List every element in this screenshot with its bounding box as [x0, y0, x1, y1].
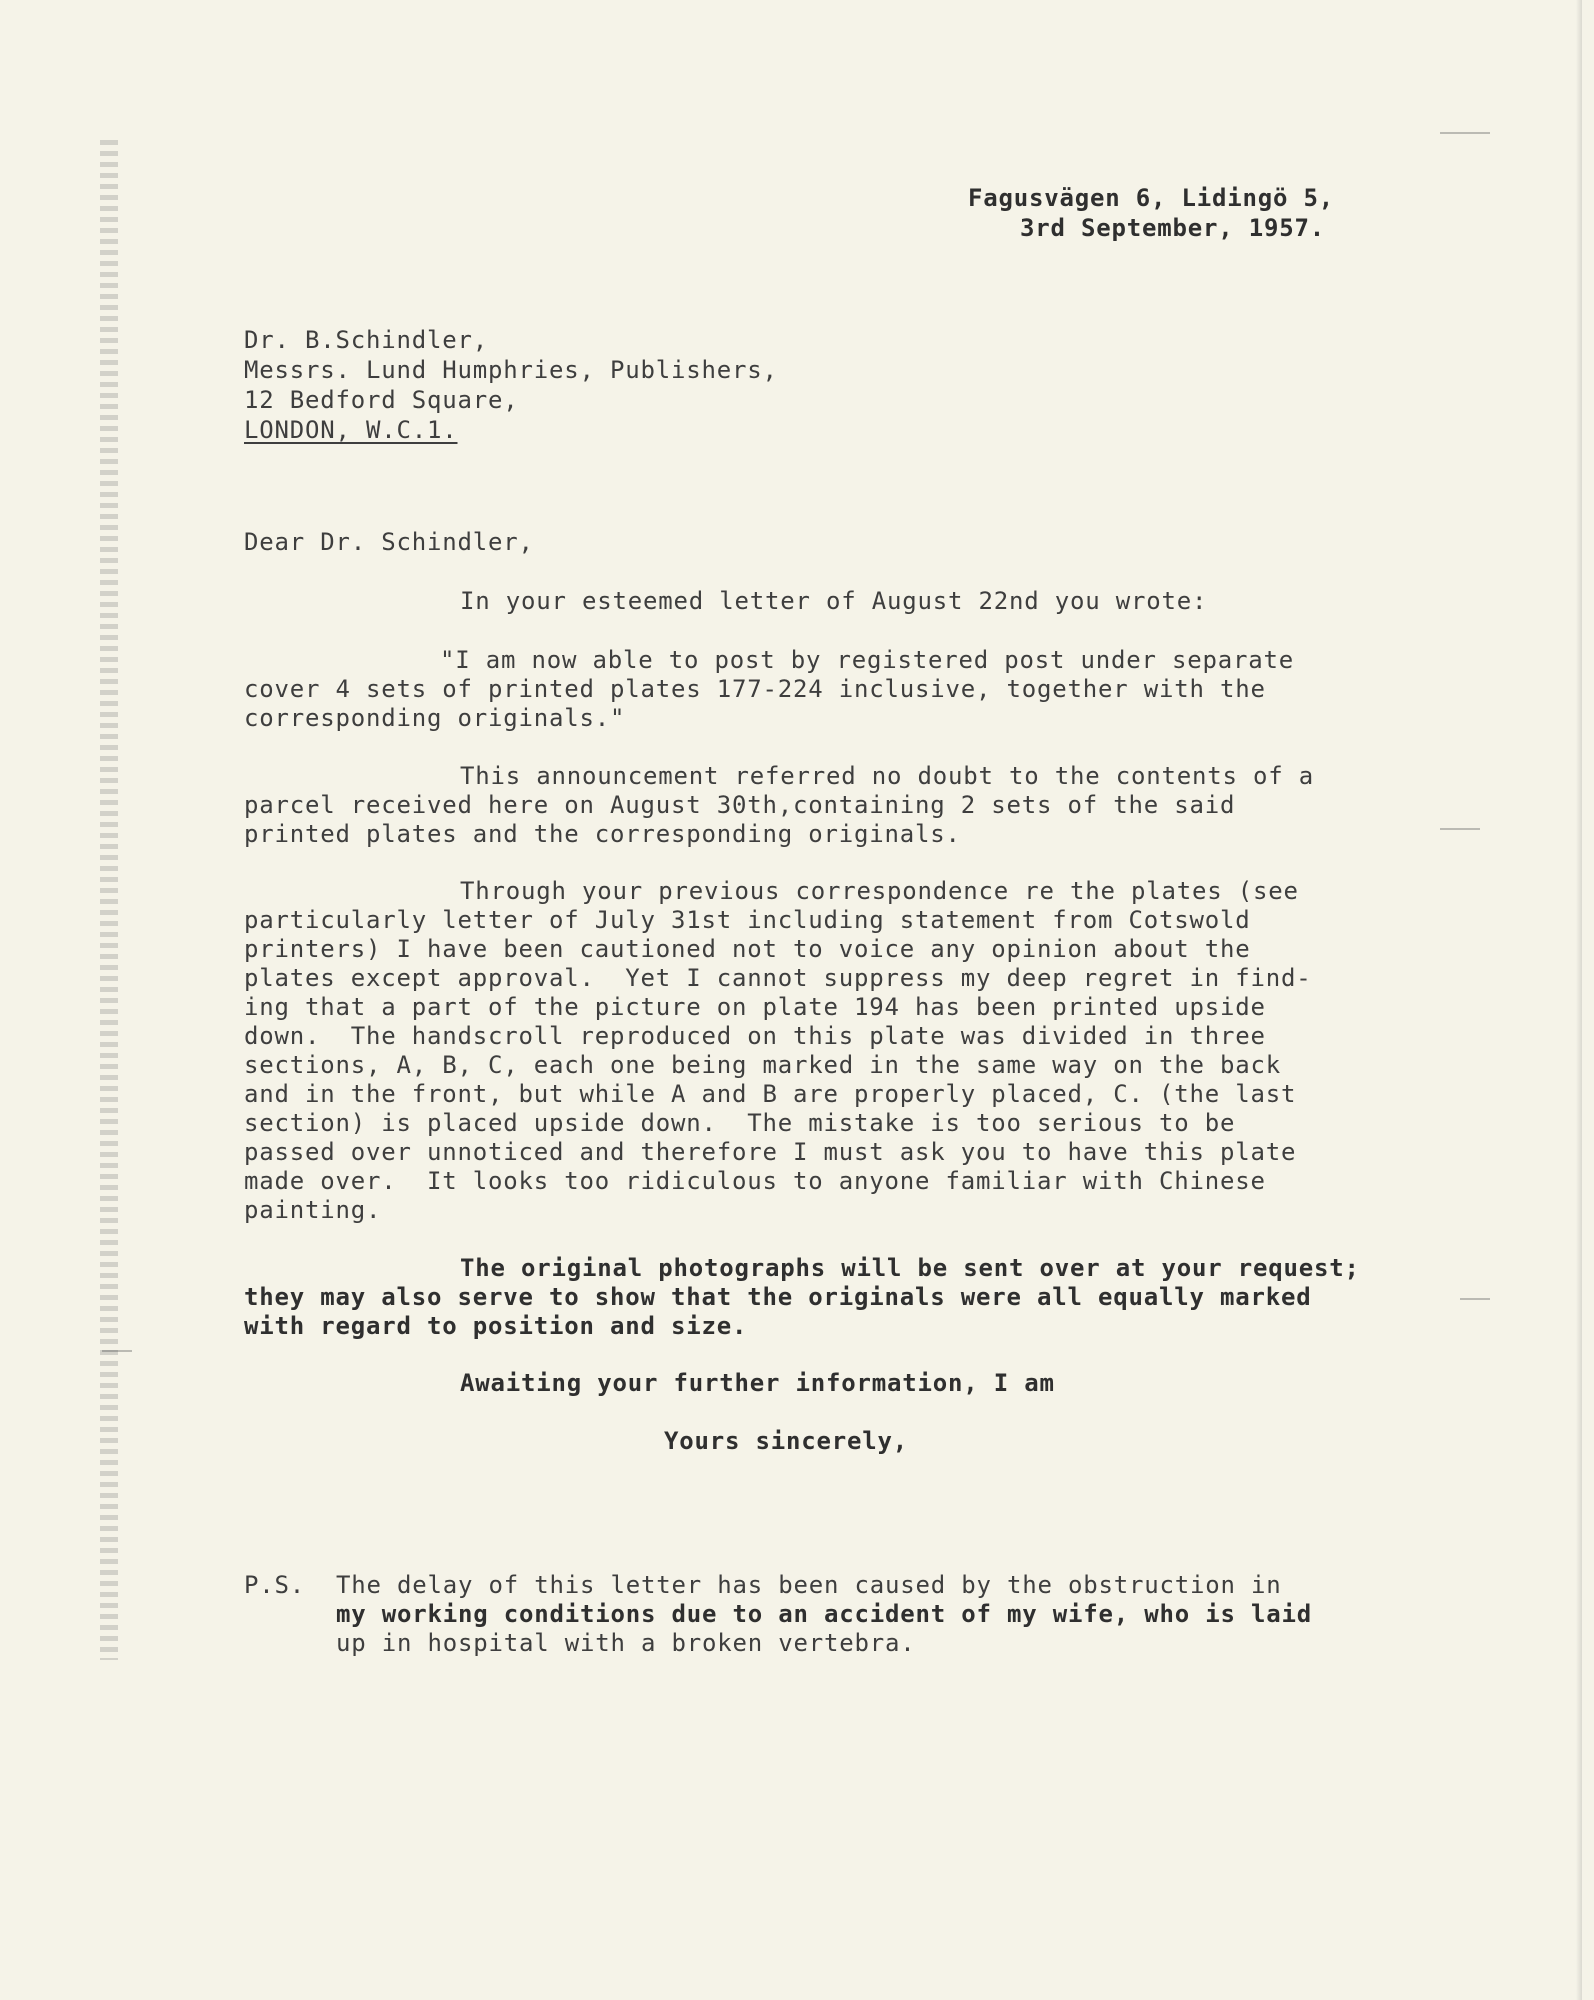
paragraph-line: down. The handscroll reproduced on this plate was divided in three	[244, 1022, 1266, 1050]
postscript-line: up in hospital with a broken vertebra.	[336, 1629, 916, 1657]
salutation: Dear Dr. Schindler,	[244, 528, 534, 556]
paragraph-line: ing that a part of the picture on plate 194 has been printed upside	[244, 993, 1266, 1021]
awaiting-line: Awaiting your further information, I am	[460, 1369, 1055, 1397]
paragraph-line: sections, A, B, C, each one being marked in the same way on the back	[244, 1051, 1281, 1079]
paragraph-line: particularly letter of July 31st including statement from Cotswold	[244, 906, 1251, 934]
paragraph-line: printed plates and the corresponding originals.	[244, 820, 961, 848]
paragraph-line: The original photographs will be sent over at your request;	[460, 1254, 1360, 1282]
letter-date: 3rd September, 1957.	[1020, 214, 1325, 242]
postscript-line: my working conditions due to an accident of my wife, who is laid	[336, 1600, 1312, 1628]
closing: Yours sincerely,	[664, 1427, 908, 1455]
quote-line: "I am now able to post by registered post under separate	[440, 646, 1294, 674]
paragraph-line: painting.	[244, 1196, 382, 1224]
paragraph-line: This announcement referred no doubt to the contents of a	[460, 762, 1314, 790]
paragraph-line: printers) I have been cautioned not to voice any opinion about the	[244, 935, 1251, 963]
recipient-street: 12 Bedford Square,	[244, 386, 519, 414]
sender-address-line: Fagusvägen 6, Lidingö 5,	[968, 184, 1334, 212]
paragraph-line: and in the front, but while A and B are properly placed, C. (the last	[244, 1080, 1297, 1108]
quote-line: cover 4 sets of printed plates 177-224 inclusive, together with the	[244, 675, 1266, 703]
recipient-company: Messrs. Lund Humphries, Publishers,	[244, 356, 778, 384]
paragraph-line: parcel received here on August 30th,containing 2 sets of the said	[244, 791, 1236, 819]
paragraph-line: they may also serve to show that the originals were all equally marked	[244, 1283, 1312, 1311]
recipient-city: LONDON, W.C.1.	[244, 416, 458, 444]
postscript-line: The delay of this letter has been caused by the obstruction in	[336, 1571, 1282, 1599]
postscript-label: P.S.	[244, 1571, 305, 1599]
paragraph-line: plates except approval. Yet I cannot suppress my deep regret in find-	[244, 964, 1312, 992]
quote-line: corresponding originals."	[244, 704, 626, 732]
paragraph-line: made over. It looks too ridiculous to anyone familiar with Chinese	[244, 1167, 1266, 1195]
recipient-name: Dr. B.Schindler,	[244, 326, 488, 354]
paragraph-line: Through your previous correspondence re the plates (see	[460, 877, 1299, 905]
paragraph-line: section) is placed upside down. The mistake is too serious to be	[244, 1109, 1236, 1137]
paragraph-line: passed over unnoticed and therefore I must ask you to have this plate	[244, 1138, 1297, 1166]
paragraph-line: with regard to position and size.	[244, 1312, 748, 1340]
intro-paragraph: In your esteemed letter of August 22nd you wrote:	[460, 587, 1208, 615]
